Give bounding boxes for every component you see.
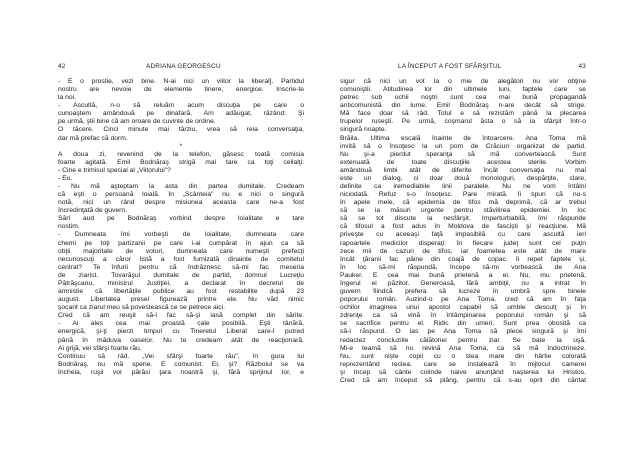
text-line: redactez concluziile călătoriei pentru ziar. Se bate la uşă. bbox=[340, 336, 586, 344]
text-line: trupelor ruseşti. Pe urmă, coşmarul ăsta o să ia sfârşit într-o bbox=[340, 118, 586, 126]
running-title-left: ADRIANA GEORGESCU bbox=[146, 63, 221, 70]
text-line: Cred că am început să plâng, pentru că s-au oprit din cântat bbox=[340, 376, 586, 384]
text-line: Brăila. Ultima escală înainte de întoarcere. Ana Toma mă bbox=[340, 134, 586, 142]
right-page-text bbox=[340, 78, 586, 385]
page-number-left: 42 bbox=[58, 63, 66, 70]
text-line: dar mă prefac că dorm. bbox=[58, 134, 128, 142]
text-line: Nu şi-a pierdut speranţa să mă convertească. Sunt bbox=[340, 150, 586, 158]
text-line: august. Libertatea presei figurează printre ele. Nu văd nimic bbox=[58, 296, 304, 304]
text-line: cunoaştem amândouă pe dinafară. Am adăugat, râzând: Şi bbox=[58, 110, 304, 118]
text-line: * bbox=[179, 142, 183, 150]
text-line: sigur că nici un vot la o mie de alegători nu vor obţine bbox=[340, 78, 586, 85]
left-page-text bbox=[58, 78, 304, 377]
text-line: singură noapte. bbox=[340, 126, 387, 134]
text-line: amândouă limbi atât de diferite încât conversaţia nu mai bbox=[340, 166, 586, 174]
right-page bbox=[340, 0, 586, 452]
text-line: rapoartele medicilor disperaţi: în fiecare judeţ sunt cel puţin bbox=[340, 239, 586, 247]
text-line: definite ca iremediabile linii paralele. Nu ne vom întâlni bbox=[340, 183, 586, 191]
text-line: comuniştii. Atitudinea lor din ultimele luni, faptele care se bbox=[340, 86, 586, 94]
text-line: Bodnăraş, nu mă sperie. E comunist. Ei, şi? Războiul se va bbox=[58, 360, 304, 368]
text-line: de ziarist. Tovarăşul dumitale de partid, domnul Lucreţiu bbox=[58, 271, 304, 279]
text-line: notă, nici un rând despre misiunea aceasta care ne-a fost bbox=[58, 199, 304, 207]
text-line: să se ia măsuri urgente pentru stăvilirea epidemiei. În loc bbox=[340, 207, 586, 215]
text-line: - E o prostie, vezi bine. N-ai nici un viitor la liberal]. Partidul bbox=[58, 78, 304, 85]
text-line: energică, şi-ţi pierzi timpul cu Tineretul Liberal care-l putred bbox=[58, 328, 304, 336]
text-line: zece mii de cazuri de tifos, iar foametea este atât de mare bbox=[340, 247, 586, 255]
text-line: că tifosul a fost adus în Moldova de fascişti şi reacţiune. Mă bbox=[340, 223, 586, 231]
text-line: O tăcere. Cinci minute mai târziu, vrea să reia conversaţia, bbox=[58, 126, 304, 134]
text-line: zdrenţe ca să vină în întâmpinarea poporului român şi să bbox=[340, 312, 586, 320]
text-line: privește cu aceeaşi faţă impasibilă cu care ascultă ieri bbox=[340, 231, 586, 239]
text-line: încheia, ruşii vor părăsi ţara noastră şi, fără sprijinul lor, e bbox=[58, 368, 304, 376]
running-head-right bbox=[340, 62, 586, 72]
text-line: Nu, sunt niște copii cu o stea mare din hârtie colorată bbox=[340, 352, 586, 360]
text-line: Mă face doar să râd. Totul e să rezistăm până la plecarea bbox=[340, 110, 586, 118]
text-line: anticomunistă din lume. Emil Bodnăraş n-are decât să strige. bbox=[340, 102, 586, 110]
text-line: guvern fiindcă prefera să lucreze în umbră spre binele bbox=[340, 288, 586, 296]
text-line: Pătrăşcanu, ministrul Justiţiei, a declarat în decretul de bbox=[58, 279, 304, 287]
text-line: că eşti o persoană loială. În „Scânteia" nu e nici o singură bbox=[58, 191, 304, 199]
text-line: - Ai ales cea mai proastă cale posibilă. Eşti tânără, bbox=[58, 320, 304, 328]
running-head-left bbox=[58, 62, 304, 72]
text-line: până în măduva oaselor. Nu te credeam atât de reacţionară. bbox=[58, 336, 304, 344]
text-line: extenuată de toate discuţiile acestea sterile. Vorbim bbox=[340, 158, 586, 166]
text-line: nostru are nevoie de elemente tinere, energice. Inscrie-te bbox=[58, 86, 304, 94]
text-line: poporului român. Auzind-o pe Ana Toma, cred că am în faţa bbox=[340, 296, 586, 304]
text-line: - Nu mă aşteptam la asta din partea dumitale. Credeam bbox=[58, 183, 304, 191]
text-line: încât ţăranii fac pâine din coajă de copac. Îi repet faptele şi, bbox=[340, 255, 586, 263]
text-line: - Dumneata îmi vorbeşti de loialitate, dumneata care bbox=[58, 231, 304, 239]
text-line: necunoscuţi a căror listă a fost furnizată dinainte de comitetul bbox=[58, 255, 304, 263]
text-line: şocant ca ziarul meu să povestească ce se petrece aici. bbox=[58, 304, 225, 312]
text-line: în loc să-mi răspundă, începe să-mi vorbească de Ana bbox=[340, 263, 586, 271]
text-line: - Eu. bbox=[58, 174, 73, 182]
text-line: - Ascultă, n-o să reluăm acum discuţia pe care o bbox=[58, 102, 304, 110]
text-line: Ai grijă, vei sfârşi foarte rău. bbox=[58, 344, 142, 352]
text-line: să se tot discute la nesfârşit. Imperturbabilă, îmi răspunde bbox=[340, 215, 586, 223]
text-line: amnistie că libertăţile publice au fost restabilite după 23 bbox=[58, 288, 304, 296]
text-line: Mi-e teamă să nu revină Ana Toma, ca să mă îndoctrineze. bbox=[340, 344, 586, 352]
text-line: invită să o însoţesc la un pom de Crăciun organizat de partid. bbox=[340, 142, 586, 150]
text-line: să-i răspund. O las pe Ana Toma să plece singură şi îmi bbox=[340, 328, 586, 336]
text-line: reprezentând reclea, care se instalează în mijlocul camerei bbox=[340, 360, 586, 368]
text-line: Pauker. E cea mai bună prietenă a ei. Nu, mu prietenă, bbox=[340, 271, 586, 279]
running-title-right: LA ÎNCEPUT A FOST SFÂRŞITUL bbox=[398, 63, 502, 70]
text-line: în apele mele, că epidemia de tifos mă deprimă, că ar trebui bbox=[340, 199, 586, 207]
text-line: se sacrifice pentru el. Ridic din umeri. Sunt prea obosită ca bbox=[340, 320, 586, 328]
text-line: foarte agitată. Emil Bodnăraş strigă mai tare ca toţi ceilalţi: bbox=[58, 158, 304, 166]
page-number-right: 43 bbox=[578, 63, 586, 70]
text-line: încredinţată de guvern. bbox=[58, 207, 128, 215]
text-line: îngerul ei păzitor. Generoasă, fără ambiţii, nu a intrat în bbox=[340, 279, 586, 287]
text-line: Sărl aud pe Bodnăraş vorbind despre loialitate e tare bbox=[58, 215, 304, 223]
text-line: la noi. bbox=[58, 94, 77, 102]
text-line: ochilor imaginea unui apostol capabil să umble desculţ şi în bbox=[340, 304, 586, 312]
text-line: chemi pe toţi partizanii pe care i-ai cumpărat în ajun ca să bbox=[58, 239, 304, 247]
text-line: niciodată. Refuz s-o însoţesc. Pare mirată. Îi spun că nu-s bbox=[340, 191, 586, 199]
text-line: pe urmă, ştii bine că am oroare de cuvinte de ordine. bbox=[58, 118, 216, 126]
text-line: este un dialog, ci doar două monologuri, despărţite, clare, bbox=[340, 174, 586, 182]
text-line: - Cine e trimisul special al „Viitorului"? bbox=[58, 166, 171, 174]
text-line: nostim. bbox=[58, 223, 80, 231]
left-page bbox=[58, 0, 304, 452]
text-line: şi încep să cânte colinde naive anunţând naşterea lui Hristos. bbox=[340, 368, 586, 376]
text-line: central? Te înfurii pentru că îndrăznesc să-mi fac meseria bbox=[58, 263, 304, 271]
text-line: petrec sub ochii noştri sunt cea mai bună propagandă bbox=[340, 94, 586, 102]
text-line: obţii majoritate de voturi, dumneata care numeşti prefecţi bbox=[58, 247, 304, 255]
text-line: Continuu să râd. „Vei sfârşi foarte rău", în gura lui bbox=[58, 352, 304, 360]
text-line: A doua zi, revenind de la telefon, găsesc toată comisia bbox=[58, 150, 304, 158]
text-line: Cred că am reuşit să-l fac să-şi iasă complet din sărite. bbox=[58, 312, 304, 320]
